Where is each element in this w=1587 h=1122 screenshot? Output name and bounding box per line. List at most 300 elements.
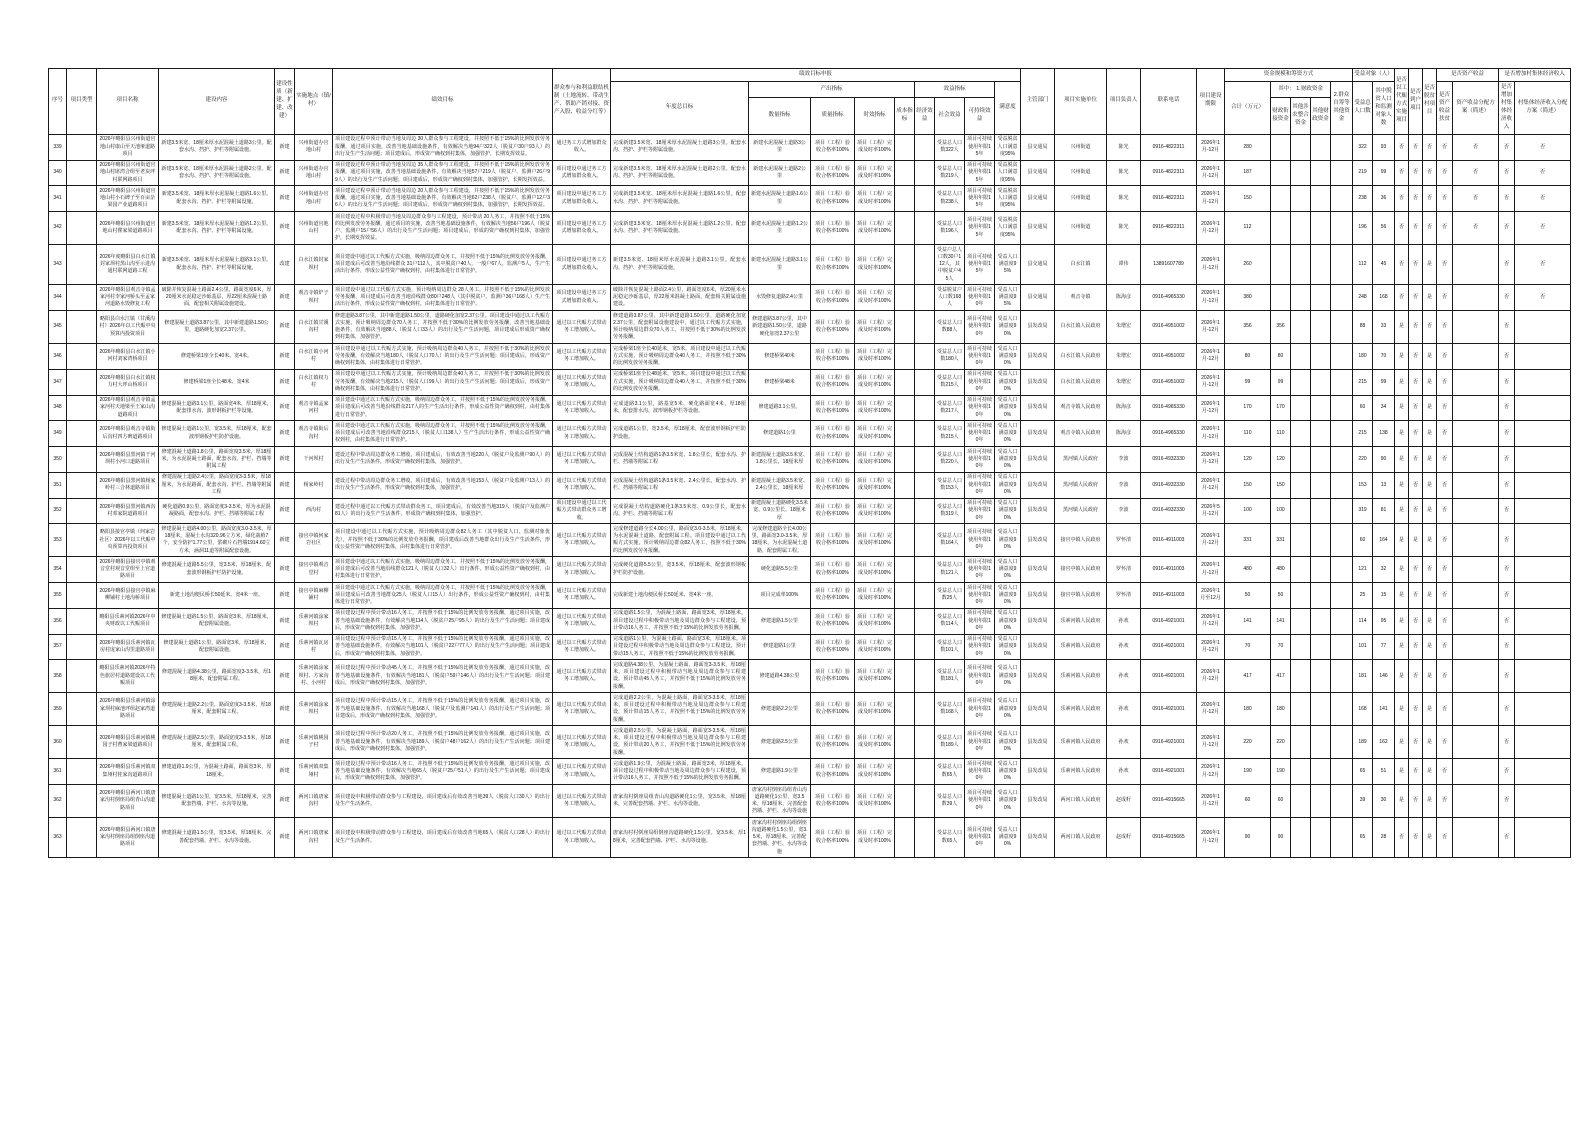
- cell-kechixu-xiaoyi: 项目可持续使用年限10年: [965, 818, 995, 858]
- cell-jingji-xiaoyi: [915, 726, 935, 759]
- cell-shishi-danwei: 乐素河镇人民政府: [1055, 693, 1107, 726]
- group-header-fiscal-funds: 其中： 1.财政资金: [1271, 81, 1331, 97]
- cell-lianxi-dianhua: 0916-4822311: [1141, 186, 1197, 212]
- cell-cunjiti-fangan: [1515, 369, 1571, 395]
- cell-zhiliang-zhibiao: 项目（工程）验收合格率100%: [811, 134, 855, 160]
- cell-shehui-xiaoyi: 受益总人口数215人: [935, 421, 965, 447]
- cell-tuopincun: 否: [1423, 134, 1437, 160]
- cell-qunzhong-canyu: 通过以工代赈方式带动务工增加收入。: [553, 608, 611, 634]
- cell-qunzhong-zichou: [1331, 524, 1353, 557]
- cell-lianxi-dianhua: 0916-4822311: [1141, 212, 1197, 245]
- cell-tuopin-renshu: 33: [1373, 311, 1395, 344]
- cell-qunzhong-zichou: [1331, 693, 1353, 726]
- cell-tuopincun: 否: [1423, 212, 1437, 245]
- cell-shuliang-zhibiao: 修建道路1公里: [749, 634, 811, 660]
- cell-xiangmu-mingcheng: 2026年略阳县两河口镇唐家沟村倒座局组青山沟道路项目: [97, 785, 159, 818]
- cell-shishi-didian: 干河坝村: [295, 447, 333, 473]
- cell-cunjiti-fangan: [1515, 344, 1571, 370]
- cell-xiangmu-leixing: [67, 447, 97, 473]
- cell-jianshe-xingzhi: 新建: [275, 524, 295, 557]
- cell-tuopincun: 是: [1423, 447, 1437, 473]
- cell-jianshe-xingzhi: 新建: [275, 160, 295, 186]
- cell-shuliang-zhibiao: 修建道路2.2公里: [749, 693, 811, 726]
- cell-zhiliang-zhibiao: 项目（工程）验收合格率100%: [811, 395, 855, 421]
- cell-qita-caizheng: [1311, 447, 1331, 473]
- cell-shishi-didian: 乐素河镇桃园子村: [295, 726, 333, 759]
- cell-zhuguan-bumen: 县发改局: [1021, 369, 1055, 395]
- cell-zengjia-cunjiti: 否: [1499, 726, 1515, 759]
- cell-lianxi-dianhua: 0916-4822311: [1141, 134, 1197, 160]
- cell-shishi-danwei: 接官亭镇人民政府: [1055, 524, 1107, 557]
- cell-daohu: 否: [1409, 421, 1423, 447]
- cell-chengben-zhibiao: [895, 245, 915, 285]
- cell-qita-caizheng: [1311, 421, 1331, 447]
- cell-yigongdaizhen: 否: [1395, 160, 1409, 186]
- cell-jianshe-xingzhi: 新建: [275, 557, 295, 583]
- cell-qunzhong-canyu: 通过以工代赈方式带动务工增加收入。: [553, 524, 611, 557]
- cell-jianshe-qixian: 2026年1月-12月: [1197, 369, 1225, 395]
- cell-jixiao-mubiao: 项目建设中通过以工代赈方式实施，预计吸纳周边群众40人务工，并按照不低于30%的比例发放劳务报酬，有效解决当地180人（脱贫人口70人）的出行及生产生活问题；项目建成后，形成资产确权到村集体，由村集体进行日常管护。: [333, 344, 553, 370]
- cell-lianxi-dianhua: 0916-4915665: [1141, 785, 1197, 818]
- cell-qunzhong-canyu: 通过以工代赈方式带动务工增加收入。: [553, 421, 611, 447]
- cell-tuopincun: 是: [1423, 285, 1437, 311]
- cell-kechixu-xiaoyi: 项目可持续使用年限15年: [965, 186, 995, 212]
- cell-shouyi-zongrenkou: 88: [1353, 311, 1373, 344]
- cell-yigongdaizhen: 否: [1395, 245, 1409, 285]
- cell-lianxi-dianhua: 0916-4921001: [1141, 726, 1197, 759]
- table-row: [49, 472, 1571, 498]
- cell-caizheng-xianjie: 100: [1271, 498, 1291, 524]
- cell-caizheng-xianjie: [1271, 245, 1291, 285]
- cell-shishi-danwei: 观音寺镇: [1055, 285, 1107, 311]
- cell-tuopincun: 是: [1423, 524, 1437, 557]
- cell-cunjiti-fangan: 否: [1515, 245, 1571, 285]
- cell-jianshe-xingzhi: 新建: [275, 785, 295, 818]
- cell-yigongdaizhen: 否: [1395, 818, 1409, 858]
- cell-jianshe-xingzhi: 新建: [275, 285, 295, 311]
- cell-jianshe-xingzhi: 新建: [275, 395, 295, 421]
- cell-tuopin-renshu: 138: [1373, 421, 1395, 447]
- table-row: [49, 447, 1571, 473]
- cell-xiangmu-mingcheng: 2026年略阳县白水江镇小河村刘家湾桥项目: [97, 344, 159, 370]
- cell-qita-caizheng: [1311, 311, 1331, 344]
- cell-daohu: 否: [1409, 660, 1423, 693]
- col-header-other-fiscal-fund: 其他财政资金: [1311, 98, 1331, 134]
- cell-jingji-xiaoyi: [915, 818, 935, 858]
- cell-jixiao-mubiao: 建设过程中带动周边群众务工增收，项目建成后，有效改善当地153人（脱贫户及监测户13人）的出行及生产生活条件，形成资产确权到村集体，加强管护。: [333, 472, 553, 498]
- cell-fuzeren: 赵成籽: [1107, 818, 1141, 858]
- cell-manyidu: 受益脱贫人口满意度95%: [995, 186, 1021, 212]
- table-row: [49, 395, 1571, 421]
- cell-zichan-fenpei-fangan: [1453, 421, 1499, 447]
- cell-sheno-zhenghe: [1291, 421, 1311, 447]
- cell-manyidu: 受益脱贫人口满意度95%: [995, 160, 1021, 186]
- cell-manyidu: 受益脱贫人口满意度95%: [995, 134, 1021, 160]
- col-header-asset-income-plan: 资产收益分配方案（简述）: [1453, 81, 1499, 134]
- cell-shishi-danwei: 乐素河镇人民政府: [1055, 660, 1107, 693]
- cell-shuliang-zhibiao: 新建混凝土道路硬化3.5米宽、0.9公里长、18厘米厚: [749, 498, 811, 524]
- col-header-village-income-plan: 村集体经济收入分配方案（简述）: [1515, 81, 1571, 134]
- cell-shixiao-zhibiao: 项目（工程）完成及时率100%: [855, 395, 895, 421]
- cell-jingji-xiaoyi: [915, 693, 935, 726]
- cell-shixiao-zhibiao: 项目（工程）完成及时率100%: [855, 245, 895, 285]
- cell-zichan-shouyi-fupin: 否: [1437, 557, 1453, 583]
- cell-manyidu: 受益人口满意度90%: [995, 311, 1021, 344]
- col-header-agri-integration-fund: 其他涉农整合资金: [1291, 98, 1311, 134]
- cell-daohu: 否: [1409, 447, 1423, 473]
- cell-fuzeren: 朱增宏: [1107, 344, 1141, 370]
- cell-chengben-zhibiao: [895, 498, 915, 524]
- cell-shixiao-zhibiao: 项目（工程）完成及时率100%: [855, 634, 895, 660]
- cell-shehui-xiaoyi: 受益总人口数180人: [935, 344, 965, 370]
- cell-jianshe-neirong: 修建混凝土道路3.1公里，路面宽4米，厚18厘米，配套排水沟、波形钢板护栏等设施。: [159, 395, 275, 421]
- cell-qita-caizheng: [1311, 726, 1331, 759]
- cell-zhuguan-bumen: 县交通局: [1021, 245, 1055, 285]
- cell-jianshe-xingzhi: 改建: [275, 245, 295, 285]
- cell-shuliang-zhibiao: 修建道路1公里: [749, 421, 811, 447]
- cell-daohu: 否: [1409, 557, 1423, 583]
- col-header-phone: 联系电话: [1141, 69, 1197, 135]
- cell-jianshe-xingzhi: 新建: [275, 726, 295, 759]
- cell-qita-caizheng: [1311, 660, 1331, 693]
- cell-shuliang-zhibiao: 修建道路2.5公里: [749, 726, 811, 759]
- cell-xuhao: 363: [49, 818, 67, 858]
- cell-qita-caizheng: [1311, 212, 1331, 245]
- cell-shehui-xiaoyi: 受益总人口数153人: [935, 472, 965, 498]
- cell-yigongdaizhen: 是: [1395, 634, 1409, 660]
- cell-zichan-shouyi-fupin: 否: [1437, 524, 1453, 557]
- cell-xiangmu-mingcheng: 2026年略阳县黑河镇干河坝村小河口道路项目: [97, 447, 159, 473]
- cell-kechixu-xiaoyi: 项目可持续使用年限10年: [965, 421, 995, 447]
- cell-qunzhong-canyu: 通过以工代赈方式带动务工增加收入。: [553, 447, 611, 473]
- cell-xuhao: 359: [49, 693, 67, 726]
- cell-shishi-danwei: 乐素河镇人民政府: [1055, 726, 1107, 759]
- table-row: [49, 369, 1571, 395]
- cell-tuopin-renshu: 34: [1373, 395, 1395, 421]
- cell-xiangmu-mingcheng: 2026年略阳县黑河镇西沟村邓家院道路项目: [97, 498, 159, 524]
- cell-heji: 150: [1225, 186, 1271, 212]
- cell-manyidu: 受益脱贫人口满意度95%: [995, 212, 1021, 245]
- cell-chengben-zhibiao: [895, 186, 915, 212]
- cell-shouyi-zongrenkou: 248: [1353, 285, 1373, 311]
- cell-jianshe-qixian: 2026年1月-12月: [1197, 186, 1225, 212]
- cell-jingji-xiaoyi: [915, 660, 935, 693]
- cell-yigongdaizhen: 否: [1395, 134, 1409, 160]
- cell-kechixu-xiaoyi: 项目可持续使用年限10年: [965, 472, 995, 498]
- cell-jianshe-qixian: 2026年1月-12月: [1197, 634, 1225, 660]
- table-row: [49, 186, 1571, 212]
- cell-shishi-danwei: 观音寺镇人民政府: [1055, 421, 1107, 447]
- cell-daohu: 否: [1409, 245, 1423, 285]
- cell-jingji-xiaoyi: [915, 472, 935, 498]
- cell-xiangmu-leixing: [67, 634, 97, 660]
- cell-jianshe-xingzhi: 新建: [275, 583, 295, 609]
- cell-zengjia-cunjiti: 否: [1499, 395, 1515, 421]
- table-row: [49, 311, 1571, 344]
- cell-tuopin-renshu: 70: [1373, 344, 1395, 370]
- col-header-implement-unit: 项目实施单位: [1055, 69, 1107, 135]
- cell-manyidu: 受益人口满意度90%: [995, 726, 1021, 759]
- cell-shishi-danwei: 黑河镇人民政府: [1055, 472, 1107, 498]
- cell-qunzhong-zichou: [1331, 212, 1353, 245]
- cell-zhuguan-bumen: 县发改局: [1021, 818, 1055, 858]
- cell-heji: 141: [1225, 608, 1271, 634]
- cell-yigongdaizhen: 是: [1395, 344, 1409, 370]
- cell-zichan-shouyi-fupin: 否: [1437, 693, 1453, 726]
- cell-zhiliang-zhibiao: 项目（工程）验收合格率100%: [811, 160, 855, 186]
- cell-jixiao-mubiao: 项目建设过程中积极带动当地及周边群众参与工程建设，预计带动 20人务工，并按照不低于15%的比例发放劳务报酬，通过项目的实施，改善当地基础设施条件，有效解决当地56户196人（脱贫户、监测户15户56人）的出行及生产生活问题；项目建成后，形成的资产确权到村集体，加强管护，长期发挥效益。: [333, 212, 553, 245]
- cell-qunzhong-canyu: 通过以工代赈方式带动务工增加收入。: [553, 557, 611, 583]
- cell-jianshe-xingzhi: 新建: [275, 421, 295, 447]
- cell-zengjia-cunjiti: 否: [1499, 311, 1515, 344]
- cell-shuliang-zhibiao: 修建桥梁40米: [749, 344, 811, 370]
- cell-tuopin-renshu: 95: [1373, 608, 1395, 634]
- cell-shixiao-zhibiao: 项目（工程）完成及时率100%: [855, 344, 895, 370]
- cell-tuopincun: 是: [1423, 726, 1437, 759]
- cell-niandu-zongmubiao: 完成混凝土结构道路1条3.5米宽、1.8公里长，配套水沟、护栏、挡墙等附属工程: [611, 447, 749, 473]
- cell-xuhao: 346: [49, 344, 67, 370]
- cell-qita-caizheng: [1311, 186, 1331, 212]
- cell-zichan-fenpei-fangan: [1453, 285, 1499, 311]
- cell-xiangmu-leixing: [67, 524, 97, 557]
- cell-zhuguan-bumen: 县发改局: [1021, 557, 1055, 583]
- cell-qunzhong-zichou: [1331, 608, 1353, 634]
- cell-shixiao-zhibiao: 项目（工程）完成及时率100%: [855, 759, 895, 785]
- cell-daohu: 否: [1409, 818, 1423, 858]
- cell-tuopincun: 否: [1423, 160, 1437, 186]
- cell-fuzeren: 朱增宏: [1107, 311, 1141, 344]
- cell-niandu-zongmubiao: 完成新建3.5米宽、18厘米厚水泥混凝土道路1.2公里。配套水沟、挡护、护栏等附属设施。: [611, 212, 749, 245]
- cell-xiangmu-leixing: [67, 818, 97, 858]
- cell-manyidu: 受益人口满意度90%: [995, 498, 1021, 524]
- cell-cunjiti-fangan: [1515, 785, 1571, 818]
- cell-yigongdaizhen: 是: [1395, 472, 1409, 498]
- cell-tuopincun: 否: [1423, 557, 1437, 583]
- cell-qunzhong-zichou: [1331, 160, 1353, 186]
- cell-daohu: 否: [1409, 344, 1423, 370]
- cell-xiangmu-leixing: [67, 285, 97, 311]
- cell-niandu-zongmubiao: 完成道路3.1公里，路基宽5米，硬化路面宽4米，厚18厘米，配套排水沟、波形钢板护栏等设施。: [611, 395, 749, 421]
- cell-zichan-shouyi-fupin: 否: [1437, 583, 1453, 609]
- cell-manyidu: 受益人口满意度95%: [995, 285, 1021, 311]
- cell-shuliang-zhibiao: 新建混凝土道路3.5米宽、1.8公里长、18厘米厚: [749, 447, 811, 473]
- cell-tuopincun: 是: [1423, 395, 1437, 421]
- cell-cunjiti-fangan: 否: [1515, 134, 1571, 160]
- col-header-leader: 项目负责人: [1107, 69, 1141, 135]
- group-header-performance-declaration: 绩效目标申报: [611, 69, 1021, 82]
- cell-jingji-xiaoyi: [915, 245, 935, 285]
- cell-xiangmu-mingcheng: 2026年略阳县观音寺镇孟家河村李家河桥头至孟家河道路水毁修复工程: [97, 285, 159, 311]
- cell-zichan-fenpei-fangan: 否: [1453, 160, 1499, 186]
- cell-manyidu: 受益人口满意度90%: [995, 557, 1021, 583]
- cell-lianxi-dianhua: 0916-4921001: [1141, 660, 1197, 693]
- cell-heji: 99: [1225, 369, 1271, 395]
- cell-sheno-zhenghe: [1291, 447, 1311, 473]
- group-header-output-indicators: 产出指标: [749, 81, 915, 97]
- cell-yigongdaizhen: 是: [1395, 583, 1409, 609]
- cell-xiangmu-mingcheng: 2026年略阳县乐素河镇涂家坝村麻池坪组赵家湾道路项目: [97, 693, 159, 726]
- cell-daohu: 否: [1409, 285, 1423, 311]
- cell-qita-caizheng: [1311, 583, 1331, 609]
- cell-xiangmu-leixing: [67, 726, 97, 759]
- cell-caizheng-xianjie: 120: [1271, 447, 1291, 473]
- cell-sheno-zhenghe: [1291, 186, 1311, 212]
- cell-jianshe-qixian: 2026年1月-12月: [1197, 160, 1225, 186]
- cell-kechixu-xiaoyi: 项目可持续使用年限15年: [965, 160, 995, 186]
- cell-cunjiti-fangan: 否: [1515, 160, 1571, 186]
- cell-shehui-xiaoyi: 受益总人口数219人: [935, 160, 965, 186]
- table-header: [49, 69, 1571, 135]
- cell-jianshe-neirong: 新建土地沟便民桥长50延米、宽4米一座。: [159, 583, 275, 609]
- cell-jingji-xiaoyi: [915, 212, 935, 245]
- cell-jixiao-mubiao: 项目建设中积极带动群众参与工程建设，项目建成后有效改善当地39人（脱贫人口30人）的出行及生产生活条件。: [333, 785, 553, 818]
- cell-shehui-xiaoyi: 受益脱贫户人口数168人: [935, 285, 965, 311]
- cell-sheno-zhenghe: [1291, 693, 1311, 726]
- cell-caizheng-xianjie: 170: [1271, 395, 1291, 421]
- cell-niandu-zongmubiao: 完成道路1.9公里，为混凝土路面，路面宽3米，厚18厘米。项目建设过程中积极带动当地及周边群众参与工程建设，预计带动16人务工，并按照不低于15%的比例发放劳务报酬。: [611, 759, 749, 785]
- cell-daohu: 否: [1409, 693, 1423, 726]
- cell-jixiao-mubiao: 项目建设中通过以工代赈方式实施，吸纳周边群众务工，并按照不低于15%的比例发放劳务报酬，项目建成后可改善当地沿线群众217人的生产生活出行条件，形成公益性资产确权到村，由村集体进行日常管护。: [333, 395, 553, 421]
- cell-zhuguan-bumen: 县发改局: [1021, 311, 1055, 344]
- cell-fuzeren: 谭伟: [1107, 245, 1141, 285]
- cell-jianshe-qixian: 2026年1月-12月: [1197, 660, 1225, 693]
- cell-zhiliang-zhibiao: 项目（工程）验收合格率100%: [811, 583, 855, 609]
- cell-heji: 187: [1225, 160, 1271, 186]
- cell-zhuguan-bumen: 县发改局: [1021, 395, 1055, 421]
- cell-sheno-zhenghe: [1291, 285, 1311, 311]
- cell-fuzeren: 李波: [1107, 498, 1141, 524]
- cell-shixiao-zhibiao: 项目（工程）完成及时率100%: [855, 285, 895, 311]
- cell-shishi-didian: 兴州街道官地山村: [295, 212, 333, 245]
- cell-manyidu: 受益人口满意度90%: [995, 608, 1021, 634]
- cell-zengjia-cunjiti: 否: [1499, 344, 1515, 370]
- cell-xiangmu-mingcheng: 2026年略阳县兴州街道官地山村小石碑子至百亩杂果园产业道路项目: [97, 186, 159, 212]
- col-header-time-indicator: 时效指标: [855, 98, 895, 134]
- cell-niandu-zongmubiao: 完成道路1.5公里，为混凝土路面，路面宽3米，厚18厘米。项目建设过程中积极带动当地及周边群众参与工程建设，预计带动16人务工，并按照不低于15%的比例发放劳务报酬。: [611, 608, 749, 634]
- cell-zhuguan-bumen: 县发改局: [1021, 447, 1055, 473]
- cell-shuliang-zhibiao: 新建水泥混凝土道路2公里: [749, 160, 811, 186]
- cell-fuzeren: 孙欢: [1107, 660, 1141, 693]
- cell-xuhao: 358: [49, 660, 67, 693]
- cell-cunjiti-fangan: [1515, 634, 1571, 660]
- cell-fuzeren: 陈光: [1107, 186, 1141, 212]
- cell-cunjiti-fangan: [1515, 660, 1571, 693]
- col-header-quality-indicator: 质量指标: [811, 98, 855, 134]
- cell-xiangmu-leixing: [67, 344, 97, 370]
- cell-fuzeren: 陈海彦: [1107, 421, 1141, 447]
- cell-sheno-zhenghe: [1291, 212, 1311, 245]
- cell-qita-caizheng: [1311, 785, 1331, 818]
- cell-kechixu-xiaoyi: 项目可持续使用年限10年: [965, 726, 995, 759]
- cell-qita-caizheng: [1311, 759, 1331, 785]
- cell-shehui-xiaoyi: 受益总人口数114人: [935, 608, 965, 634]
- cell-shouyi-zongrenkou: 215: [1353, 421, 1373, 447]
- col-header-social-benefit: 社会效益: [935, 98, 965, 134]
- cell-sheno-zhenghe: [1291, 818, 1311, 858]
- cell-tuopincun: 是: [1423, 498, 1437, 524]
- cell-shishi-danwei: 兴州街道: [1055, 186, 1107, 212]
- table-row: [49, 245, 1571, 285]
- cell-xiangmu-mingcheng: 2026年略阳县黑河镇杨家岭村三合林道路项目: [97, 472, 159, 498]
- cell-xuhao: 345: [49, 311, 67, 344]
- cell-caizheng-xianjie: 417: [1271, 660, 1291, 693]
- cell-sheno-zhenghe: [1291, 369, 1311, 395]
- cell-qunzhong-zichou: [1331, 245, 1353, 285]
- cell-shuliang-zhibiao: 修建桥梁48米: [749, 369, 811, 395]
- cell-xiangmu-mingcheng: 2026年略阳县兴州街道官地山村席湾合组至老炭坪村联网路项目: [97, 160, 159, 186]
- cell-lianxi-dianhua: 0916-4921001: [1141, 759, 1197, 785]
- cell-heji: 70: [1225, 634, 1271, 660]
- cell-jingji-xiaoyi: [915, 421, 935, 447]
- cell-kechixu-xiaoyi: 项目可持续使用年限10年: [965, 369, 995, 395]
- cell-shuliang-zhibiao: 项目完成率100%: [749, 583, 811, 609]
- cell-shuliang-zhibiao: 硬化道路5.5公里: [749, 557, 811, 583]
- cell-zichan-fenpei-fangan: 否: [1453, 134, 1499, 160]
- cell-qunzhong-canyu: 通过以工代赈方式带动务工增加收入。: [553, 311, 611, 344]
- col-header-project-name: 项目名称: [97, 69, 159, 135]
- cell-jianshe-qixian: 2026年1月-12月: [1197, 212, 1225, 245]
- cell-jianshe-neirong: 新建3.5米宽、18厘米厚水泥混凝土道路1.6公里。配套水沟、挡护、护栏等附属设施。: [159, 186, 275, 212]
- cell-shishi-didian: 乐素河镇双集垭村: [295, 759, 333, 785]
- cell-shixiao-zhibiao: 项目（工程）完成及时率100%: [855, 818, 895, 858]
- cell-chengben-zhibiao: [895, 212, 915, 245]
- cell-qita-caizheng: [1311, 395, 1331, 421]
- cell-jixiao-mubiao: 项目建设过程中预计带动当地及周边 35人群众参与工程建设，并按照不低于15%的比例发放劳务报酬，通过项目实施，改善当地基础设施条件，有效解决当地57户219人（脱贫户、监测户26户99人）的出行及生产生活问题；项目建成后，形成资产确权到村集体，加强管护，长期发挥效益。: [333, 160, 553, 186]
- cell-qunzhong-zichou: [1331, 557, 1353, 583]
- cell-shehui-xiaoyi: 受益总人口数168人: [935, 693, 965, 726]
- cell-caizheng-xianjie: [1271, 212, 1291, 245]
- cell-qunzhong-zichou: [1331, 759, 1353, 785]
- table-row: [49, 726, 1571, 759]
- cell-jianshe-neirong: 新建3.5米宽、18厘米厚水泥混凝土道路3公里。配套水沟、挡护、护栏等附属设施。: [159, 134, 275, 160]
- cell-lianxi-dianhua: 0916-4921001: [1141, 634, 1197, 660]
- cell-zichan-fenpei-fangan: [1453, 369, 1499, 395]
- cell-sheno-zhenghe: [1291, 660, 1311, 693]
- cell-shouyi-zongrenkou: 114: [1353, 608, 1373, 634]
- cell-zengjia-cunjiti: 否: [1499, 447, 1515, 473]
- cell-zengjia-cunjiti: 否: [1499, 369, 1515, 395]
- cell-qunzhong-zichou: [1331, 395, 1353, 421]
- table-row: [49, 212, 1571, 245]
- cell-jianshe-neirong: 新建3.5米宽、18厘米厚水泥混凝土道路2公里。配套水沟、挡护、护栏等附属设施。: [159, 160, 275, 186]
- cell-qunzhong-canyu: 通过以工代赈方式带动务工增加收入。: [553, 583, 611, 609]
- cell-niandu-zongmubiao: 完成道路1公里，宽3.5米，厚18厘米，配套波形钢板护栏防护设施。: [611, 421, 749, 447]
- cell-caizheng-xianjie: 180: [1271, 693, 1291, 726]
- cell-qunzhong-zichou: [1331, 634, 1353, 660]
- cell-zengjia-cunjiti: 否: [1499, 134, 1515, 160]
- cell-zichan-shouyi-fupin: 否: [1437, 285, 1453, 311]
- group-header-village-income: 是否增加村集体经济收入: [1499, 69, 1571, 82]
- cell-lianxi-dianhua: 0916-4932330: [1141, 447, 1197, 473]
- cell-jianshe-neirong: 修建道路1.9公里，为混凝土路面，路面宽3米，厚18厘米。: [159, 759, 275, 785]
- cell-caizheng-xianjie: 90: [1271, 818, 1291, 858]
- table-row: [49, 759, 1571, 785]
- cell-yigongdaizhen: 是: [1395, 311, 1409, 344]
- cell-lianxi-dianhua: 0916-4911003: [1141, 583, 1197, 609]
- cell-daohu: 否: [1409, 634, 1423, 660]
- cell-qita-caizheng: [1311, 693, 1331, 726]
- cell-xiangmu-leixing: [67, 693, 97, 726]
- cell-zichan-fenpei-fangan: [1453, 395, 1499, 421]
- cell-zhiliang-zhibiao: 项目（工程）验收合格率100%: [811, 726, 855, 759]
- cell-jianshe-qixian: 2026年1月-12月: [1197, 524, 1225, 557]
- cell-zichan-shouyi-fupin: 否: [1437, 186, 1453, 212]
- cell-zichan-fenpei-fangan: [1453, 726, 1499, 759]
- cell-jianshe-xingzhi: 新建: [275, 608, 295, 634]
- cell-shixiao-zhibiao: 项目（工程）完成及时率100%: [855, 524, 895, 557]
- cell-tuopincun: 否: [1423, 311, 1437, 344]
- cell-shishi-danwei: 观音寺镇人民政府: [1055, 395, 1107, 421]
